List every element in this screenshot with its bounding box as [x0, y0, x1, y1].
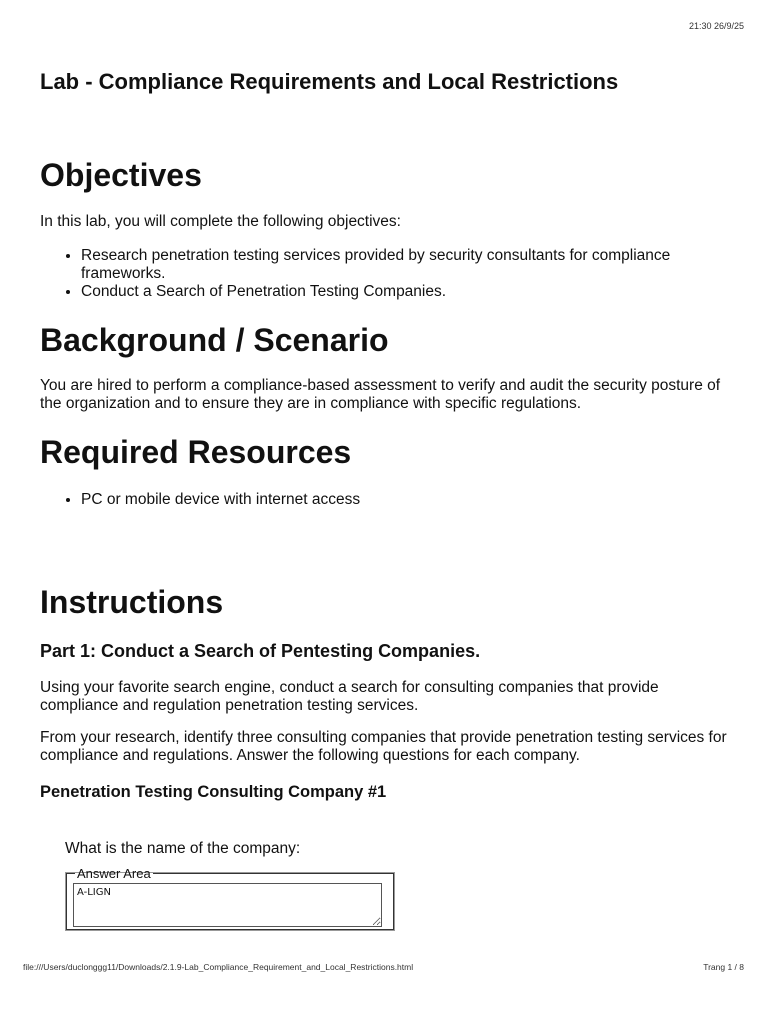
part1-heading: Part 1: Conduct a Search of Pentesting Companies.	[40, 641, 481, 661]
list-item: • Research penetration testing services provided by security consultants for compliance frameworks.	[81, 247, 751, 283]
page-title: Lab - Compliance Requirements and Local Restrictions	[40, 69, 619, 94]
part1-paragraph-2: From your research, identify three consulting companies that provide penetration testing services for compliance and regulations. Answer the following questions for each company.	[40, 729, 727, 764]
part1-paragraph-1: Using your favorite search engine, conduct a search for consulting companies that provide compliance and regulation penetration testing services.	[40, 679, 659, 714]
instructions-heading: Instructions	[40, 584, 224, 620]
print-datetime: 21:30 26/9/25	[688, 21, 744, 31]
list-item: • PC or mobile device with internet access	[81, 491, 751, 509]
company1-heading: Penetration Testing Consulting Company #1	[40, 783, 387, 801]
company-name-answer-input[interactable]	[73, 883, 382, 927]
footer-file-path: file:///Users/duclonggg11/Downloads/2.1.9-Lab_Compliance_Requirement_and_Local_Restrictions.html	[23, 962, 414, 972]
objectives-intro: In this lab, you will complete the following objectives:	[40, 213, 401, 230]
answer-area-legend: Answer Area	[77, 866, 151, 881]
objectives-heading: Objectives	[40, 157, 202, 193]
resources-list	[40, 491, 751, 509]
list-item: • Conduct a Search of Penetration Testing Companies.	[81, 283, 751, 301]
resources-heading: Required Resources	[40, 434, 352, 470]
background-heading: Background / Scenario	[40, 322, 389, 358]
background-text: You are hired to perform a compliance-based assessment to verify and audit the security posture of the organization and to ensure they are in compliance with specific regulations.	[40, 377, 721, 412]
company-name-question: What is the name of the company:	[65, 840, 301, 857]
objectives-list	[40, 247, 751, 301]
page-number: Trang 1 / 8	[703, 962, 744, 972]
answer-area	[66, 866, 394, 930]
